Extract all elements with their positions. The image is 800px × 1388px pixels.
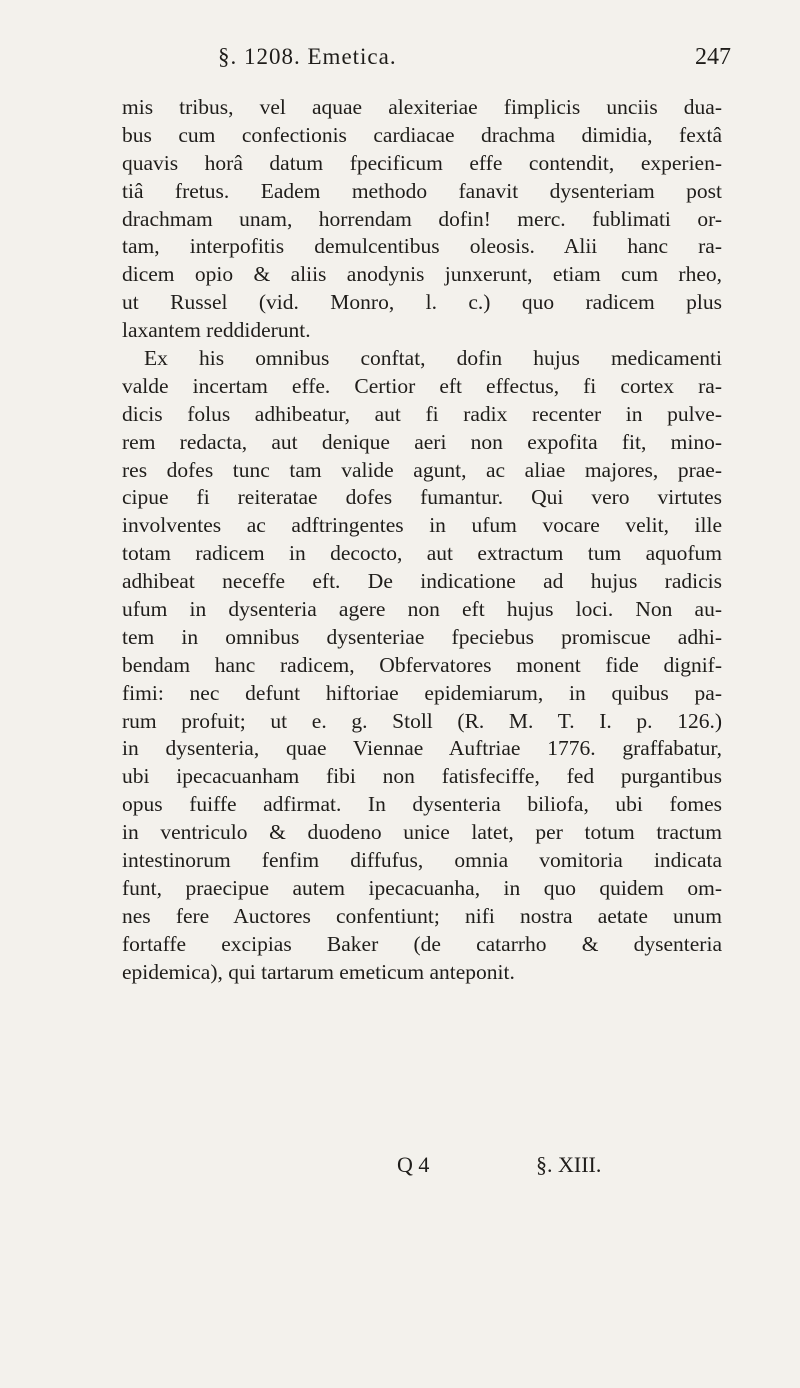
text-line: rem redacta, aut denique aeri non expofita fit, mino- (122, 429, 722, 454)
catchword: §. XIII. (536, 1152, 602, 1177)
running-title: §. 1208. Emetica. (218, 44, 397, 69)
page-number: 247 (695, 44, 731, 70)
text-line: bendam hanc radicem, Obfervatores monent fide dignif- (122, 652, 722, 677)
text-line: ubi ipecacuanham fibi non fatisfeciffe, fed purgantibus (122, 764, 722, 789)
body-text (122, 94, 722, 987)
text-line: opus fuiffe adfirmat. In dysenteria biliofa, ubi fomes (122, 792, 722, 817)
text-line: nes fere Auctores confentiunt; nifi nostra aetate unum (122, 903, 722, 928)
text-line: epidemica), qui tartarum emeticum anteponit. (122, 959, 515, 984)
text-line: funt, praecipue autem ipecacuanha, in quo quidem om- (122, 875, 722, 900)
text-line: in ventriculo & duodeno unice latet, per totum tractum (122, 820, 722, 845)
text-line: tem in omnibus dysenteriae fpeciebus promiscue adhi- (122, 624, 722, 649)
text-line: fimi: nec defunt hiftoriae epidemiarum, in quibus pa- (122, 680, 722, 705)
text-line: rum profuit; ut e. g. Stoll (R. M. T. I. p. 126.) (122, 708, 722, 733)
text-line: totam radicem in decocto, aut extractum tum aquofum (122, 541, 722, 566)
text-line: ut Russel (vid. Monro, l. c.) quo radicem plus (122, 290, 722, 315)
paragraph-start-line: Ex his omnibus conftat, dofin hujus medicamenti (144, 346, 722, 371)
text-line: laxantem reddiderunt. (122, 318, 311, 343)
text-line: intestinorum fenfim diffufus, omnia vomitoria indicata (122, 848, 722, 873)
text-line: dicem opio & aliis anodynis junxerunt, etiam cum rheo, (122, 262, 722, 287)
text-line: bus cum confectionis cardiacae drachma dimidia, fextâ (122, 122, 722, 147)
text-line: adhibeat neceffe eft. De indicatione ad hujus radicis (122, 569, 722, 594)
text-line: in dysenteria, quae Viennae Auftriae 1776. graffabatur, (122, 736, 722, 761)
text-line: res dofes tunc tam valide agunt, ac aliae majores, prae- (122, 457, 722, 482)
text-line: quavis horâ datum fpecificum effe contendit, experien- (122, 150, 722, 175)
text-line: drachmam unam, horrendam dofin! merc. fublimati or- (122, 206, 722, 231)
text-line: involventes ac adftringentes in ufum vocare velit, ille (122, 513, 722, 538)
text-line: tiâ fretus. Eadem methodo fanavit dysenteriam post (122, 178, 722, 203)
text-line: mis tribus, vel aquae alexiteriae fimplicis unciis dua- (122, 95, 722, 119)
signature-mark: Q 4 (397, 1152, 430, 1177)
text-line: tam, interpofitis demulcentibus oleosis. Alii hanc ra- (122, 234, 722, 259)
text-line: cipue fi reiteratae dofes fumantur. Qui vero virtutes (122, 485, 722, 510)
text-line: fortaffe excipias Baker (de catarrho & dysenteria (122, 931, 722, 956)
text-line: ufum in dysenteria agere non eft hujus loci. Non au- (122, 597, 722, 622)
page-footer (0, 1152, 800, 1192)
text-line: valde incertam effe. Certior eft effectus, fi cortex ra- (122, 373, 722, 398)
text-line: dicis folus adhibeatur, aut fi radix recenter in pulve- (122, 401, 722, 426)
page-header (0, 40, 800, 80)
